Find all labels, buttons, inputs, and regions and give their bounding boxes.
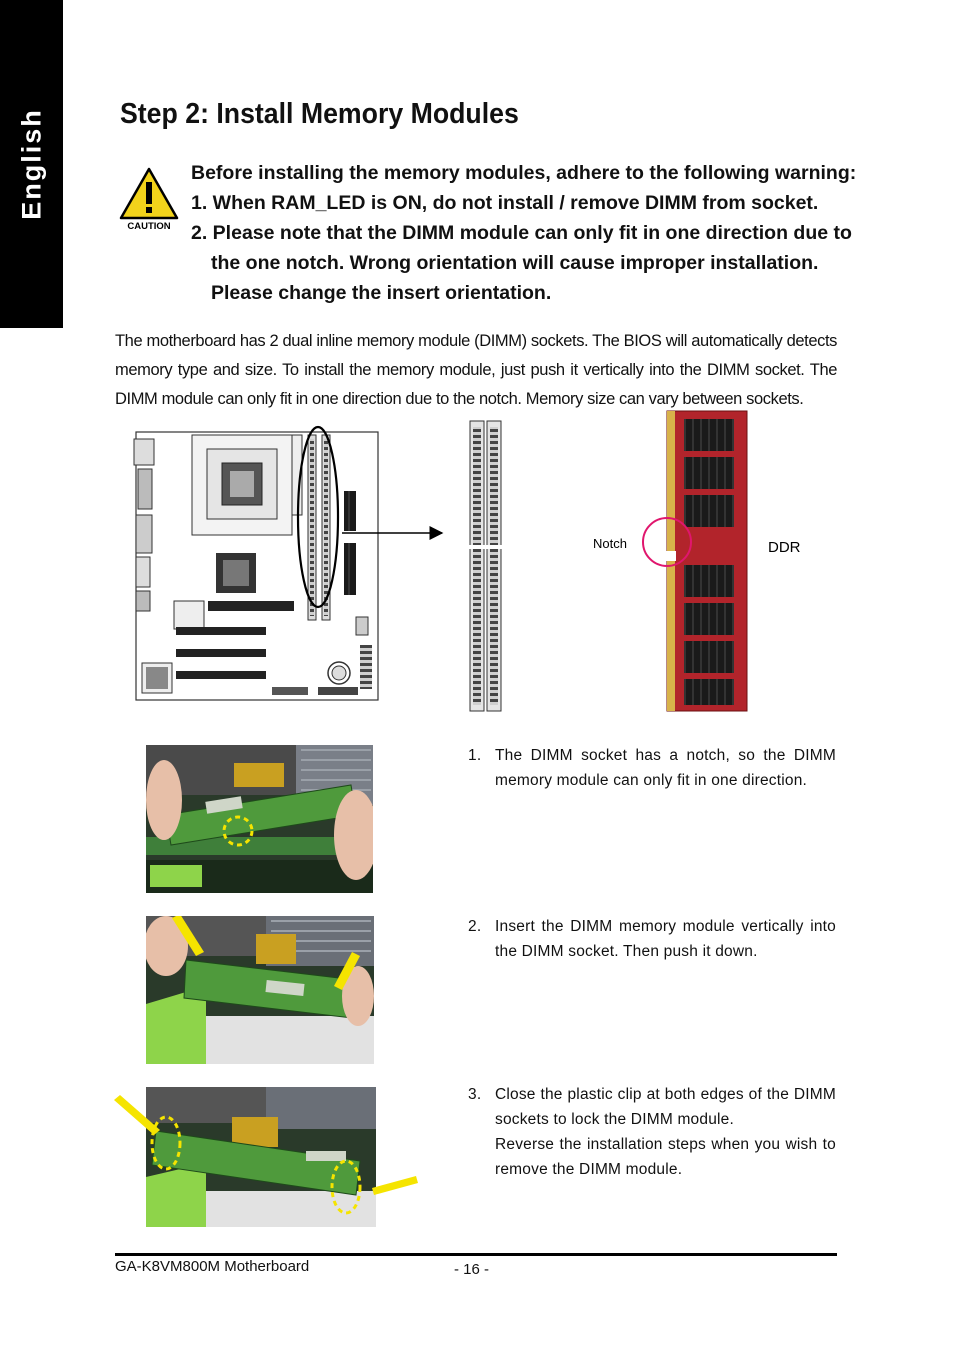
language-side-tab — [0, 0, 63, 328]
warning-heading: Before installing the memory modules, adhere to the following warning: — [191, 162, 857, 184]
step-3-text: Close the plastic clip at both edges of the DIMM sockets to lock the DIMM module. — [495, 1086, 836, 1128]
language-tab-label: English — [16, 108, 46, 220]
step-1-number: 1. — [468, 747, 482, 764]
caution-icon — [118, 166, 180, 232]
right-clip-arrow-icon — [370, 1170, 420, 1200]
intro-paragraph: The motherboard has 2 dual inline memory module (DIMM) sockets. The BIOS will automatically detects memory type and size. To install the memory module, just push it vertically into the DIMM socket. The DIMM module can only fit in one direction due to the notch. Memory size can vary between sockets. — [115, 331, 837, 408]
warning-item-2-line-2: the one notch. Wrong orientation will cause improper installation. — [211, 252, 819, 274]
caution-label: CAUTION — [127, 221, 171, 232]
page-title: Step 2: Install Memory Modules — [120, 98, 519, 130]
step-2 — [468, 914, 836, 964]
motherboard-layout — [134, 432, 378, 700]
step-2-text: Insert the DIMM memory module vertically into the DIMM socket. Then push it down. — [495, 918, 836, 960]
step1-photo — [146, 745, 373, 893]
page-number: - 16 - — [454, 1261, 490, 1278]
step3-photo — [146, 1087, 376, 1227]
dimm-sockets-enlarged — [468, 421, 503, 711]
notch-label: Notch — [593, 536, 627, 551]
ddr-label: DDR — [768, 539, 801, 556]
step-3 — [468, 1082, 836, 1182]
step-3-text-2: Reverse the installation steps when you wish to remove the DIMM module. — [495, 1136, 836, 1178]
footer-model: GA-K8VM800M Motherboard — [115, 1258, 310, 1275]
warning-block — [191, 158, 857, 308]
step-3-number: 3. — [468, 1086, 482, 1103]
warning-item-2-line-3: Please change the insert orientation. — [211, 282, 552, 304]
step-2-number: 2. — [468, 918, 482, 935]
ddr-module-illustration — [664, 411, 747, 711]
warning-item-1: 1. When RAM_LED is ON, do not install / remove DIMM from socket. — [191, 192, 819, 214]
warning-item-2-line-1: 2. Please note that the DIMM module can only fit in one direction due to — [191, 222, 852, 244]
footer-divider — [115, 1253, 837, 1256]
step-1-text: The DIMM socket has a notch, so the DIMM memory module can only fit in one direction. — [495, 747, 836, 789]
dimm-diagram — [132, 405, 852, 720]
step-1 — [468, 743, 836, 793]
left-clip-arrow-icon — [108, 1094, 168, 1144]
step2-photo — [146, 916, 374, 1064]
